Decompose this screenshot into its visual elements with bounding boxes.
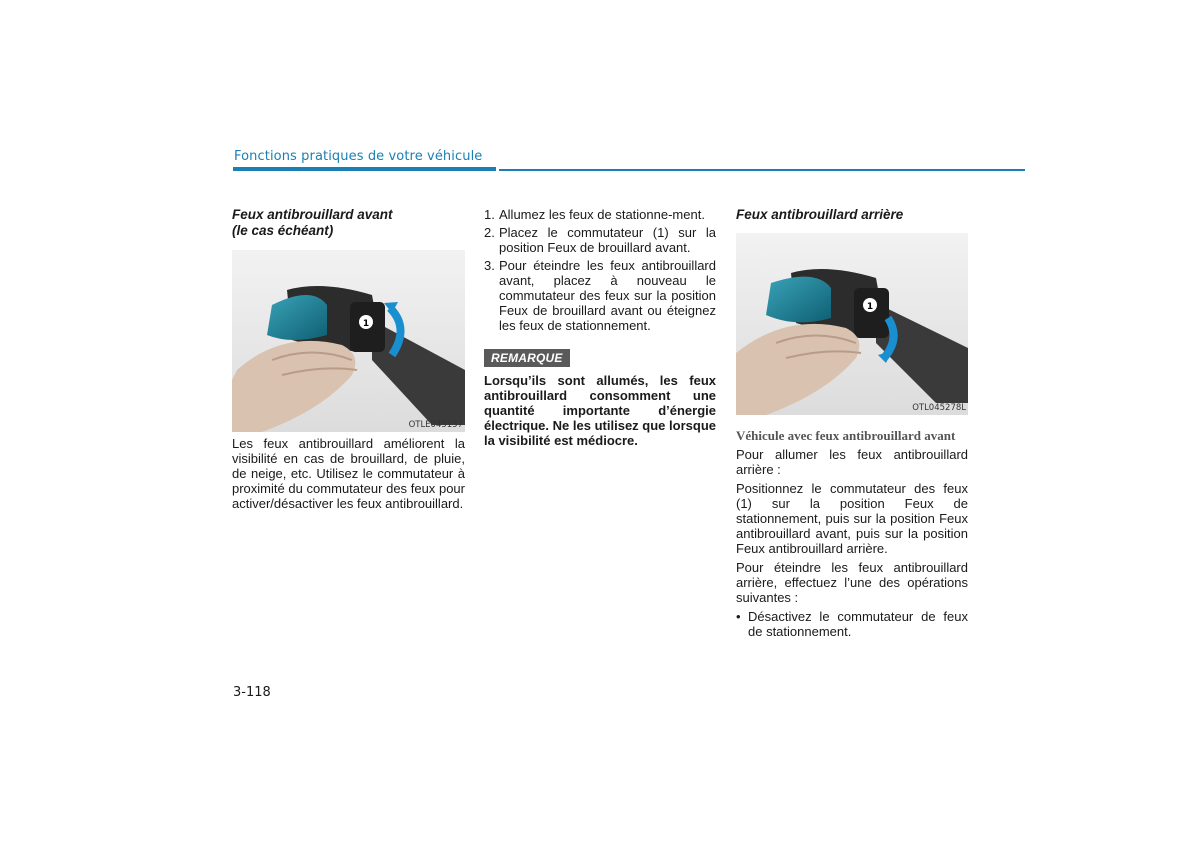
column-front-fog	[232, 207, 465, 511]
step-number: 2.	[484, 225, 495, 240]
note-badge: REMARQUE	[484, 349, 570, 367]
lever-illustration-1	[232, 250, 465, 432]
step-item	[484, 258, 716, 333]
rear-fog-p3: Pour éteindre les feux antibrouillard arrière, effectuez l’une des opérations suivantes :	[736, 560, 968, 605]
header-bar-thin	[499, 169, 1025, 171]
page-number: 3-118	[233, 685, 271, 700]
step-number: 3.	[484, 258, 495, 273]
bullet-item	[736, 609, 968, 639]
rear-fog-p2: Positionnez le commutateur des feux (1) sur la position Feux de stationnement, puis sur la position Feux antibrouillard avant, puis sur la position Feux antibrouillard arrière.	[736, 481, 968, 556]
step-text: Allumez les feux de stationne-ment.	[499, 207, 705, 222]
step-number: 1.	[484, 207, 495, 222]
figure-code: OTLE045157	[408, 420, 463, 430]
subheading-vehicle: Véhicule avec feux antibrouillard avant	[736, 428, 956, 443]
figure-code: OTL045278L	[912, 403, 966, 413]
column-rear-fog	[736, 207, 968, 639]
heading-line-1: Feux antibrouillard avant	[232, 207, 393, 222]
column-steps	[484, 207, 716, 448]
figure-rear-fog-switch	[736, 233, 968, 415]
section-heading-front-fog	[232, 207, 465, 239]
header-title: Fonctions pratiques de votre véhicule	[234, 149, 483, 164]
step-item	[484, 207, 716, 222]
steps-list	[484, 207, 716, 333]
rear-fog-p1: Pour allumer les feux antibrouillard arrière :	[736, 447, 968, 477]
figure-front-fog-switch	[232, 250, 465, 432]
badge-number-text: 1	[362, 319, 370, 329]
badge-number-text: 1	[866, 302, 874, 312]
step-item	[484, 225, 716, 255]
front-fog-description: Les feux antibrouillard améliorent la visibilité en cas de brouillard, de pluie, de neige, etc. Utilisez le commutateur à proximité du commutateur des feux pour activer/désactiver les feux antibrouillard.	[232, 436, 465, 511]
note-block	[484, 349, 716, 448]
bullet-text: Désactivez le commutateur de feux de stationnement.	[748, 609, 968, 639]
note-text: Lorsqu’ils sont allumés, les feux antibrouillard consomment une quantité importante d’énergie électrique. Ne les utilisez que lorsque la visibilité est médiocre.	[484, 373, 716, 448]
lever-illustration-2	[736, 233, 968, 415]
step-text: Pour éteindre les feux antibrouillard avant, placez à nouveau le commutateur des feux sur la position Feux de brouillard avant ou éteignez les feux de stationnement.	[499, 258, 716, 333]
bullet-dot: •	[736, 609, 741, 624]
heading-line-2: (le cas échéant)	[232, 223, 334, 238]
header-bar-thick	[233, 167, 496, 171]
section-heading-rear-fog: Feux antibrouillard arrière	[736, 207, 904, 222]
step-text: Placez le commutateur (1) sur la position Feux de brouillard avant.	[499, 225, 716, 255]
